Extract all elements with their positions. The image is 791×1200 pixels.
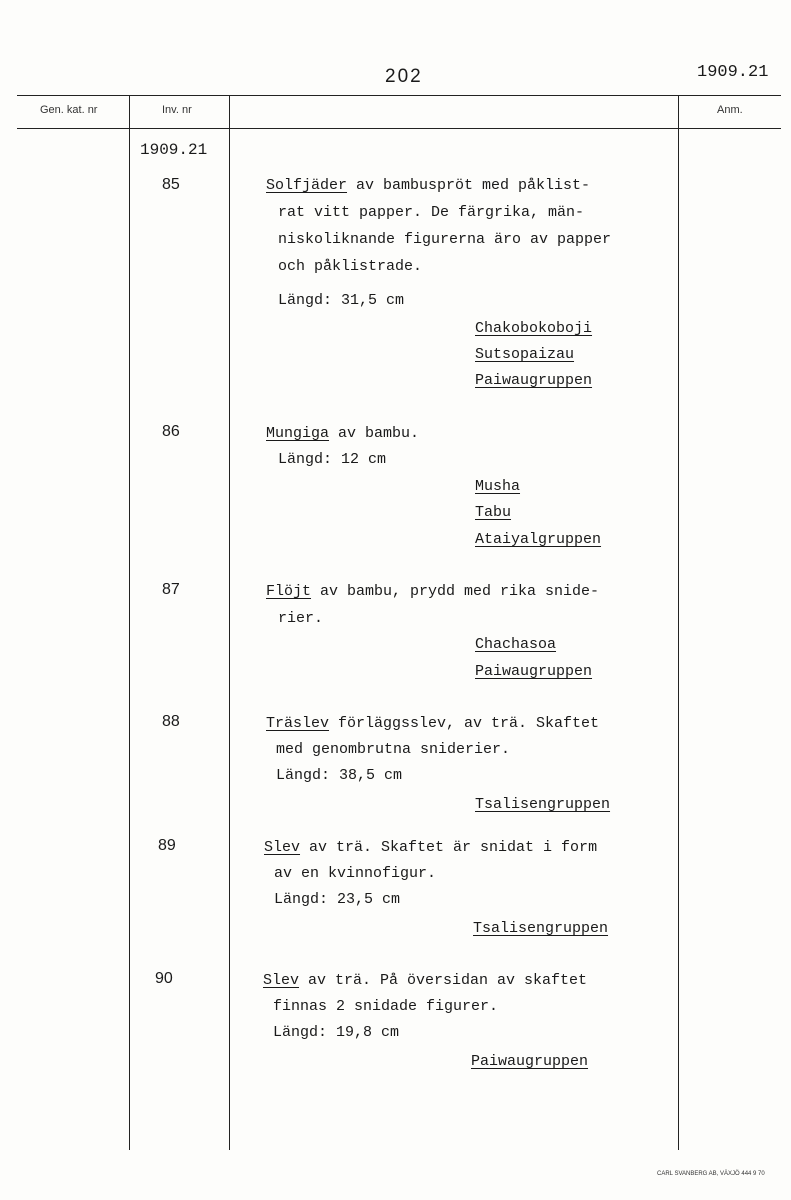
accession-number-top: 1909.21: [697, 63, 769, 82]
header-top-rule: [17, 95, 781, 96]
entry-length: Längd: 38,5 cm: [276, 767, 403, 784]
entry-line: niskoliknande figurerna äro av papper: [278, 231, 612, 248]
object-title: Solfjäder: [266, 177, 348, 194]
entry-line: rier.: [278, 610, 324, 627]
entry-length: Längd: 23,5 cm: [274, 891, 401, 908]
provenance-line: Musha: [475, 478, 521, 495]
inv-number: 86: [162, 423, 180, 440]
column-divider-2: [229, 95, 230, 1150]
col-header-anm: Anm.: [717, 104, 743, 116]
provenance-line: Tabu: [475, 504, 512, 521]
entry-line: Mungiga av bambu.: [266, 425, 420, 442]
entry-length: Längd: 12 cm: [278, 451, 387, 468]
provenance-line: Paiwaugruppen: [471, 1053, 589, 1070]
page-number: 202: [385, 66, 423, 87]
inv-number: 87: [162, 581, 180, 598]
col-header-inv-nr: Inv. nr: [162, 104, 192, 116]
entry-line: och påklistrade.: [278, 258, 423, 275]
header-bottom-rule: [17, 128, 781, 129]
provenance-line: Chakobokoboji: [475, 320, 593, 337]
entry-line: finnas 2 snidade figurer.: [273, 998, 499, 1015]
provenance-line: Paiwaugruppen: [475, 372, 593, 389]
entry-line: Träslev förläggsslev, av trä. Skaftet: [266, 715, 600, 732]
entry-length: Längd: 31,5 cm: [278, 292, 405, 309]
provenance-line: Paiwaugruppen: [475, 663, 593, 680]
column-divider-1: [129, 95, 130, 1150]
inv-number: 89: [158, 837, 176, 854]
provenance-line: Chachasoa: [475, 636, 557, 653]
col-header-gen-kat: Gen. kat. nr: [40, 104, 98, 116]
inv-number: 90: [155, 970, 173, 987]
accession-label: 1909.21: [140, 141, 208, 159]
entry-line: Slev av trä. Skaftet är snidat i form: [264, 839, 598, 856]
entry-line: Slev av trä. På översidan av skaftet: [263, 972, 588, 989]
object-title: Slev: [263, 972, 300, 989]
entry-line: Solfjäder av bambuspröt med påklist-: [266, 177, 591, 194]
inv-number: 85: [162, 176, 180, 193]
entry-line: rat vitt papper. De färgrika, män-: [278, 204, 585, 221]
inv-number: 88: [162, 713, 180, 730]
object-title: Träslev: [266, 715, 330, 732]
entry-length: Längd: 19,8 cm: [273, 1024, 400, 1041]
printer-mark: CARL SVANBERG AB, VÄXJÖ 444 9 70: [657, 1171, 765, 1177]
provenance-line: Ataiyalgruppen: [475, 531, 602, 548]
provenance-line: Tsalisengruppen: [473, 920, 609, 937]
object-title: Flöjt: [266, 583, 312, 600]
provenance-line: Sutsopaizau: [475, 346, 575, 363]
object-title: Slev: [264, 839, 301, 856]
entry-line: med genombrutna sniderier.: [276, 741, 511, 758]
object-title: Mungiga: [266, 425, 330, 442]
provenance-line: Tsalisengruppen: [475, 796, 611, 813]
column-divider-3: [678, 95, 679, 1150]
entry-line: av en kvinnofigur.: [274, 865, 437, 882]
entry-line: Flöjt av bambu, prydd med rika snide-: [266, 583, 600, 600]
